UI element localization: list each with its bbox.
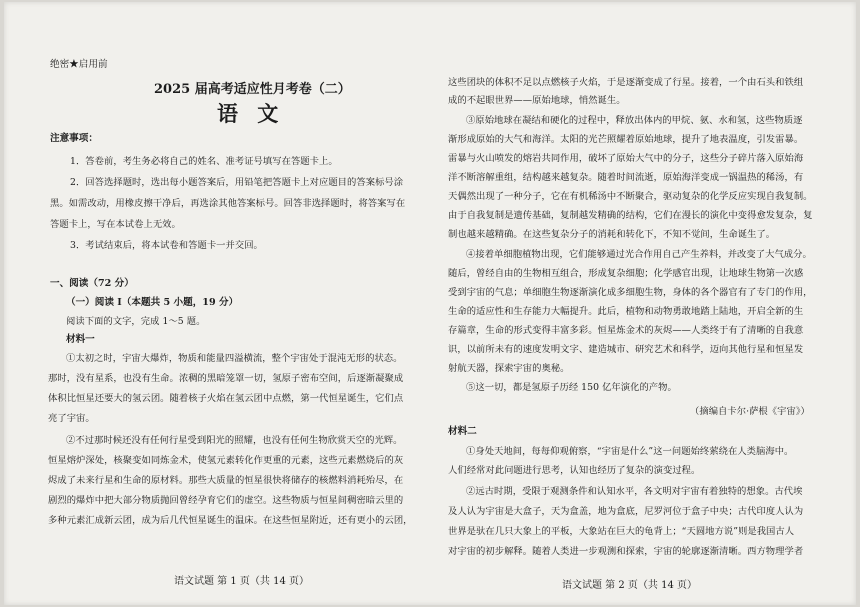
passage-line: 射航天器，探索宇宙的奥秘。	[448, 363, 570, 374]
passage-line: ⑤这一切，都是氢原子历经 150 亿年演化的产物。	[466, 382, 677, 393]
passage-line: 剧烈的爆炸中把大部分物质抛回曾经孕育它们的虚空。这些物质与恒星间稠密暗云里的	[48, 495, 404, 506]
section-heading: 一、阅读（72 分）	[50, 278, 134, 289]
passage-line: 由于自我复制是遗传基础，复制越发精确的结构，它们在漫长的演化中变得愈发复杂，复	[448, 210, 813, 221]
passage-line: 雷暴与火山喷发的熔岩共同作用，破坏了原始大气中的分子，这些分子碎片落入原始海	[448, 153, 804, 164]
exam-sheet	[4, 2, 856, 605]
passage-line: ③原始地球在凝结和硬化的过程中，释放出体内的甲烷、氨、水和氢，这些物质逐	[466, 115, 803, 126]
confidential-mark: 绝密★启用前	[50, 59, 108, 70]
left-page	[4, 2, 440, 605]
passage-line: 及人认为宇宙是大盒子，天为盒盖，地为盒底，尼罗河位于盒子中央；古代印度人认为	[448, 506, 804, 517]
passage-line: 成的不起眼世界——原始地球，悄然诞生。	[448, 95, 626, 106]
note-line: 2．回答选择题时，选出每小题答案后，用铅笔把答题卡上对应题目的答案标号涂	[70, 177, 404, 188]
exam-title: 2025 届高考适应性月考卷（二）	[154, 82, 351, 97]
note-line: 3．考试结束后，将本试卷和答题卡一并交回。	[70, 240, 263, 251]
passage-line: 洋不断溶解重组，结构越来越复杂。随着时间流逝，原始海洋变成一锅温热的稀汤，有	[448, 172, 804, 183]
material-1-label: 材料一	[66, 334, 95, 345]
passage-line: ④接着单细胞植物出现，它们能够通过光合作用自己产生养料，并改变了大气成分。	[466, 249, 812, 260]
passage-line: 恒星熔炉深处，核聚变如同炼金术，使氢元素转化作更重的元素，这些元素燃烧后的灰	[48, 455, 404, 466]
source-citation: （摘编自卡尔·萨根《宇宙》）	[690, 406, 810, 417]
instruction-text: 阅读下面的文字，完成 1～5 题。	[66, 316, 206, 327]
material-2-label: 材料二	[448, 426, 477, 437]
passage-line: 世界是驮在几只大象上的平板，大象站在巨大的龟背上；“天圆地方说”则是我国古人	[448, 526, 795, 537]
passage-line: 烬成了未来行星和生命的原材料。那些大质量的恒星很快将储存的核燃料消耗殆尽，在	[48, 475, 404, 486]
right-page	[432, 2, 856, 605]
passage-line: 这些团块的体积不足以点燃核子火焰，于是逐渐变成了行星。接着，一个由石头和铁组	[448, 77, 804, 88]
passage-line: 体积比恒星还要大的氢云团。随着核子火焰在氢云团中点燃，第一代恒星诞生，它们点	[48, 393, 404, 404]
subject-title: 语 文	[217, 101, 285, 126]
passage-line: 存篇章，生命的形式变得丰富多彩。恒星炼金术的灰烬——人类终于有了清晰的自我意	[448, 325, 804, 336]
page-footer: 语文试题 第 2 页（共 14 页）	[562, 580, 697, 591]
passage-line: 人们经常对此问题进行思考，认知也经历了复杂的演变过程。	[448, 465, 701, 476]
page-footer: 语文试题 第 1 页（共 14 页）	[174, 576, 309, 587]
passage-line: ②远古时期，受限于观测条件和认知水平，各文明对宇宙有着独特的想象。古代埃	[466, 486, 803, 497]
passage-line: ②不过那时候还没有任何行星受到阳光的照耀，也没有任何生物欣赏天空的光辉。	[66, 435, 403, 446]
passage-line: 渐形成原始的大气和海洋。太阳的光芒照耀着原始地球，提升了地表温度，引发雷暴。	[448, 134, 804, 145]
note-line: 黑。如需改动，用橡皮擦干净后，再选涂其他答案标号。回答非选择题时，将答案写在	[50, 198, 406, 209]
note-line: 答题卡上，写在本试卷上无效。	[50, 219, 181, 230]
passage-line: ①身处天地间，每每仰观俯察，“宇宙是什么”这一问题始终萦绕在人类脑海中。	[466, 446, 794, 457]
subsection-heading: （一）阅读 I（本题共 5 小题，19 分）	[66, 297, 239, 308]
passage-line: 多种元素汇成新云团，成为后几代恒星诞生的温床。在这些恒星附近，还有更小的云团，	[48, 515, 413, 526]
passage-line: ①太初之时，宇宙大爆炸，物质和能量四溢横流，整个宇宙处于混沌无形的状态。	[66, 353, 403, 364]
passage-line: 天偶然出现了一种分子，它在有机稀汤中不断聚合，驱动复杂的化学反应实现自我复制。	[448, 191, 813, 202]
passage-line: 制也越来越精确。在这些复杂分子的消耗和转化下，不知不觉间，生命诞生了。	[448, 229, 776, 240]
passage-line: 生命的适应性和生存能力大幅提升。此后，植物和动物勇敢地踏上陆地，开启全新的生	[448, 306, 804, 317]
note-line: 1．答卷前，考生务必将自己的姓名、准考证号填写在答题卡上。	[70, 156, 338, 167]
notes-heading: 注意事项：	[50, 133, 98, 144]
passage-line: 受到宇宙的气息；单细胞生物逐渐演化成多细胞生物，身体的各个器官有了专门的作用，	[448, 287, 813, 298]
passage-line: 那时，没有星系，也没有生命。浓稠的黑暗笼罩一切，氢原子密布空间，后逐渐凝聚成	[48, 373, 404, 384]
passage-line: 识，以前所未有的速度发明文字、建造城市、研究艺术和科学，迈向其他行星和恒星发	[448, 344, 804, 355]
passage-line: 随后，曾经自由的生物相互组合，形成复杂细胞；化学感官出现，让地球生物第一次感	[448, 268, 804, 279]
passage-line: 亮了宇宙。	[48, 413, 95, 424]
passage-line: 对宇宙的初步解释。随着人类进一步观测和探索，宇宙的轮廓逐渐清晰。西方物理学者	[448, 546, 804, 557]
